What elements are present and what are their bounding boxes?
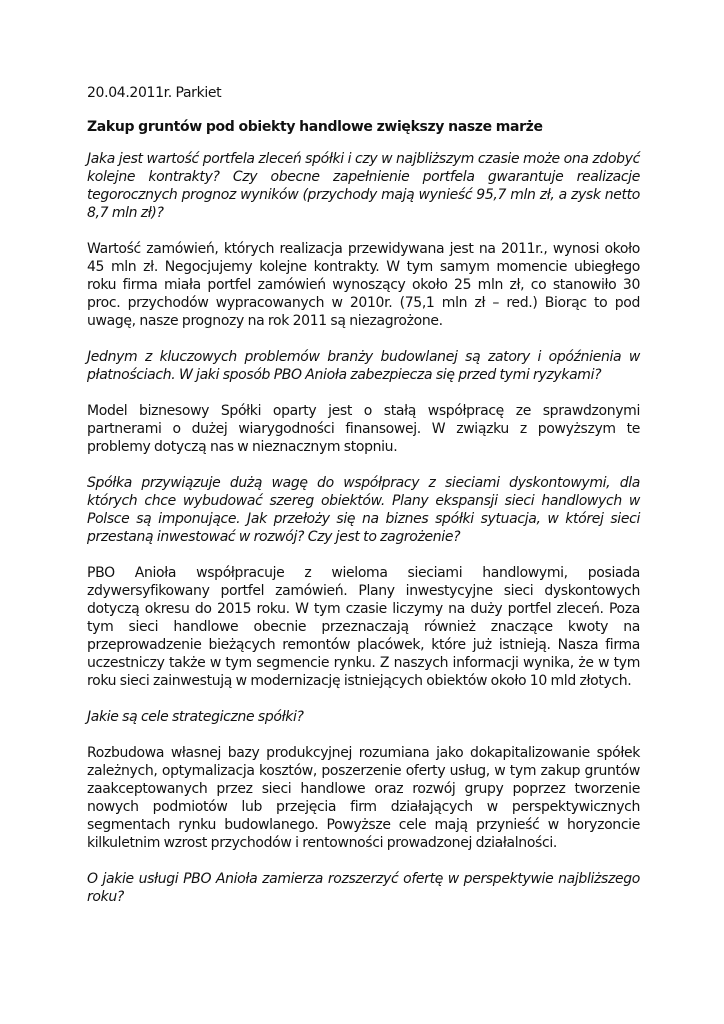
interview-question: O jakie usługi PBO Anioła zamierza rozszerzyć ofertę w perspektywie najbliższego roku? [87,871,640,905]
interview-answer: Model biznesowy Spółki oparty jest o stałą współpracę ze sprawdzonymi partnerami o dużej wiarygodności finansowej. W związku z powyższym te problemy dotyczą nas w nieznacznym stopniu. [87,403,640,455]
interview-question: Jednym z kluczowych problemów branży budowlanej są zatory i opóźnienia w płatnościach. W jaki sposób PBO Anioła zabezpiecza się przed tymi ryzykami? [87,349,640,383]
article-headline: Zakup gruntów pod obiekty handlowe zwiększy nasze marże [87,119,543,135]
interview-question: Jaka jest wartość portfela zleceń spółki i czy w najbliższym czasie może ona zdobyć kolejne kontrakty? Czy obecne zapełnienie portfela gwarantuje realizacje tegorocznych prognoz wyników (przychody mają wynieść 95,7 mln zł, a zysk netto 8,7 mln zł)? [87,151,640,221]
document-page [87,84,640,924]
interview-answer: Rozbudowa własnej bazy produkcyjnej rozumiana jako dokapitalizowanie spółek zależnych, optymalizacja kosztów, poszerzenie oferty usług, w tym zakup gruntów zaakceptowanych przez sieci handlowe oraz rozwój grupy poprzez tworzenie nowych podmiotów lub przejęcia firm działających w perspektywicznych segmentach rynku budowlanego. Powyższe cele mają przynieść w horyzoncie kilkuletnim wzrost przychodów i rentowności prowadzonej działalności. [87,745,640,851]
interview-question: Jakie są cele strategiczne spółki? [87,709,304,725]
interview-answer: Wartość zamówień, których realizacja przewidywana jest na 2011r., wynosi około 45 mln zł. Negocjujemy kolejne kontrakty. W tym samym momencie ubiegłego roku firma miała portfel zamówień wynoszący około 25 mln zł, co stanowiło 30 proc. przychodów wypracowanych w 2010r. (75,1 mln zł – red.) Biorąc to pod uwagę, nasze prognozy na rok 2011 są niezagrożone. [87,241,640,329]
dateline: 20.04.2011r. Parkiet [87,85,222,101]
interview-answer: PBO Anioła współpracuje z wieloma sieciami handlowymi, posiada zdywersyfikowany portfel zamówień. Plany inwestycyjne sieci dyskontowych dotyczą okresu do 2015 roku. W tym czasie liczymy na duży portfel zleceń. Poza tym sieci handlowe obecnie przeznaczają również znaczące kwoty na przeprowadzenie bieżących remontów placówek, które już istnieją. Nasza firma uczestniczy także w tym segmencie rynku. Z naszych informacji wynika, że w tym roku sieci zainwestują w modernizację istniejących obiektów około 10 mld złotych. [87,565,640,689]
interview-question: Spółka przywiązuje dużą wagę do współpracy z sieciami dyskontowymi, dla których chce wybudować szereg obiektów. Plany ekspansji sieci handlowych w Polsce są imponujące. Jak przełoży się na biznes spółki sytuacja, w której sieci przestaną inwestować w rozwój? Czy jest to zagrożenie? [87,475,640,545]
